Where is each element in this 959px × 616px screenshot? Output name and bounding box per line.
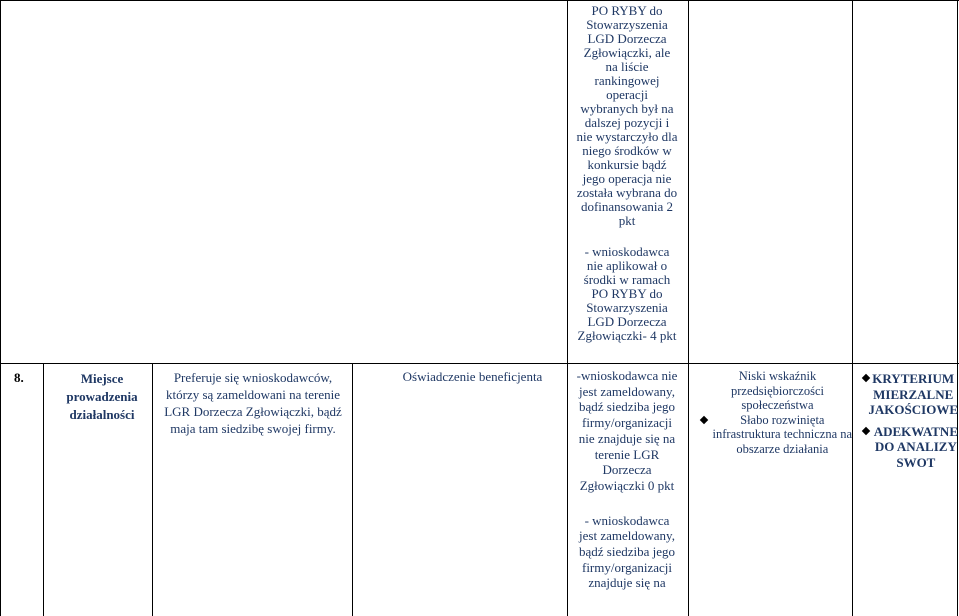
table-border-top: [0, 0, 959, 1]
diamond-bullet-icon: [862, 427, 868, 435]
table-column-divider: [852, 0, 853, 616]
table-row-divider: [0, 363, 959, 364]
flag-text: ADEKWATNE DO ANALIZY SWOT: [873, 423, 958, 470]
weakness-bullet-text: Słabo rozwinięta infrastruktura techniczna na obszarze działania: [712, 412, 853, 456]
diamond-bullet-icon: [700, 416, 704, 424]
weakness-lead: Niski wskaźnik przedsiębiorczości społeczeństwa: [730, 369, 824, 412]
flag-item: [858, 371, 958, 418]
table-border-left: [0, 0, 1, 616]
row8-scoring-cell: [576, 368, 678, 610]
scoring-paragraph: - wnioskodawca jest zameldowany, bądź siedziba jego firmy/organizacji znajduje się na: [578, 512, 675, 591]
swot-weakness-cell: [700, 369, 855, 456]
flag-text: KRYTERIUM MIERZALNE JAKOŚCIOWE: [868, 371, 958, 417]
table-border-right: [957, 0, 958, 616]
row-number: 8.: [14, 370, 24, 385]
table-column-divider: [352, 363, 353, 616]
criterion-flags-cell: [858, 371, 958, 470]
verification-source: Oświadczenie beneficjenta: [402, 369, 543, 384]
top-row-scoring-cell: [576, 4, 678, 360]
flag-item: [858, 424, 958, 471]
criterion-name: Miejsce prowadzenia działalności: [66, 371, 138, 422]
criterion-description: Preferuje się wnioskodawców, którzy są zameldowani na terenie LGR Dorzecza Zgłowiączki, bądź maja tam siedzibę swojej firmy.: [164, 370, 342, 436]
weakness-bullet-item: [700, 413, 855, 457]
scoring-paragraph: - wnioskodawca nie aplikował o środki w ramach PO RYBY do Stowarzyszenia LGD Dorzecza Zgłowiączki- 4 pkt: [577, 244, 677, 343]
table-column-divider: [688, 0, 689, 616]
table-column-divider: [43, 363, 44, 616]
scoring-paragraph: -wnioskodawca nie jest zameldowany, bądź siedziba jego firmy/organizacji nie znajduje się na terenie LGR Dorzecza Zgłowiączki 0 pkt: [576, 368, 678, 493]
scoring-paragraph: PO RYBY do Stowarzyszenia LGD Dorzecza Zgłowiączki, ale na liście rankingowej operacji wybranych był na dalszej pozycji i nie wystarczyło dla niego środków w konkursie bądź jego operacja nie została wybrana do dofinansowania 2 pkt: [576, 3, 678, 228]
table-column-divider: [567, 0, 568, 616]
table-column-divider: [152, 363, 153, 616]
